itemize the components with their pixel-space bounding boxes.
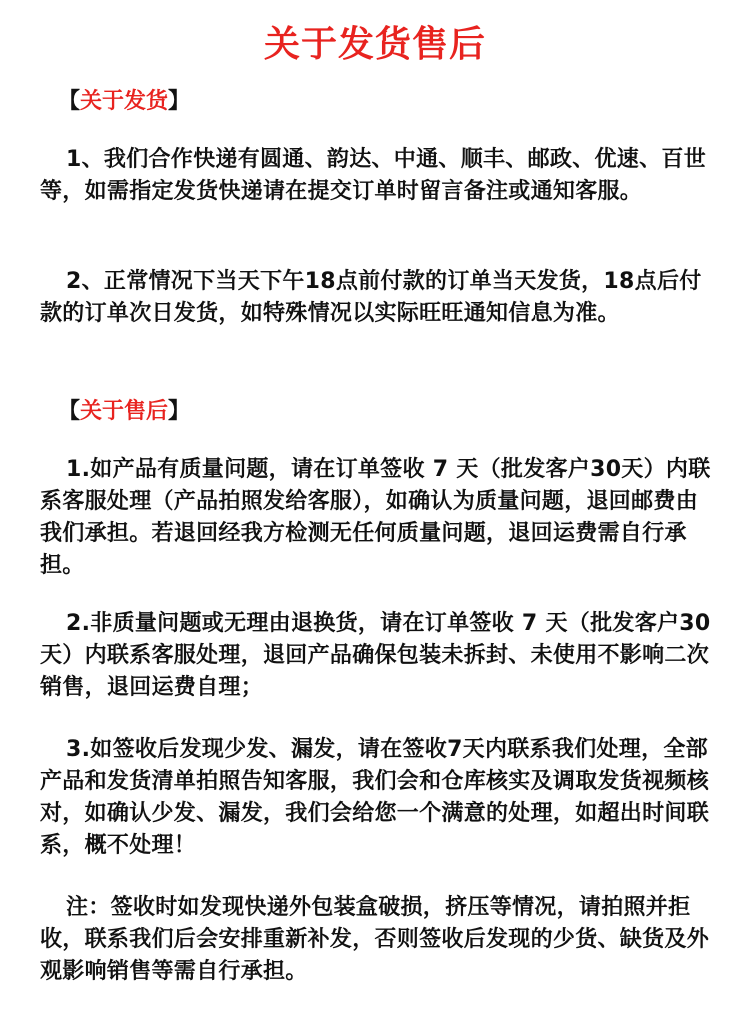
aftersale-note: 注：签收时如发现快递外包装盒破损，挤压等情况，请拍照并拒收，联系我们后会安排重新补发，否则签收后发现的少货、缺货及外观影响销售等需自行承担。 [40,895,710,984]
shipping-item-1: 1、我们合作快递有圆通、韵达、中通、顺丰、邮政、优速、百世等，如需指定发货快递请在提交订单时留言备注或通知客服。 [40,147,707,204]
page-title: 关于发货售后 [263,24,486,65]
shipping-section-heading [58,84,190,115]
aftersale-item-3: 3.如签收后发现少发、漏发，请在签收7天内联系我们处理，全部产品和发货清单拍照告知客服，我们会和仓库核实及调取发货视频核对，如确认少发、漏发，我们会给您一个满意的处理，如超出时间联系，概不处理！ [40,737,710,858]
heading-bracket-open: 【 [58,399,81,424]
shipping-heading-text: 关于发货 [80,89,169,114]
heading-bracket-close: 】 [168,89,191,114]
aftersale-item-1: 1.如产品有质量问题，请在订单签收 7 天（批发客户30天）内联系客服处理（产品拍照发给客服），如确认为质量问题，退回邮费由我们承担。若退回经我方检测无任何质量问题，退回运费需自行承担。 [40,457,711,578]
heading-bracket-open: 【 [58,89,81,114]
heading-bracket-close: 】 [168,399,191,424]
shipping-item-2: 2、正常情况下当天下午18点前付款的订单当天发货，18点后付款的订单次日发货，如特殊情况以实际旺旺通知信息为准。 [40,269,702,326]
aftersale-section-heading [58,394,190,425]
aftersale-heading-text: 关于售后 [80,399,169,424]
aftersale-item-2: 2.非质量问题或无理由退换货，请在订单签收 7 天（批发客户30天）内联系客服处理，退回产品确保包装未拆封、未使用不影响二次销售，退回运费自理； [40,611,711,700]
